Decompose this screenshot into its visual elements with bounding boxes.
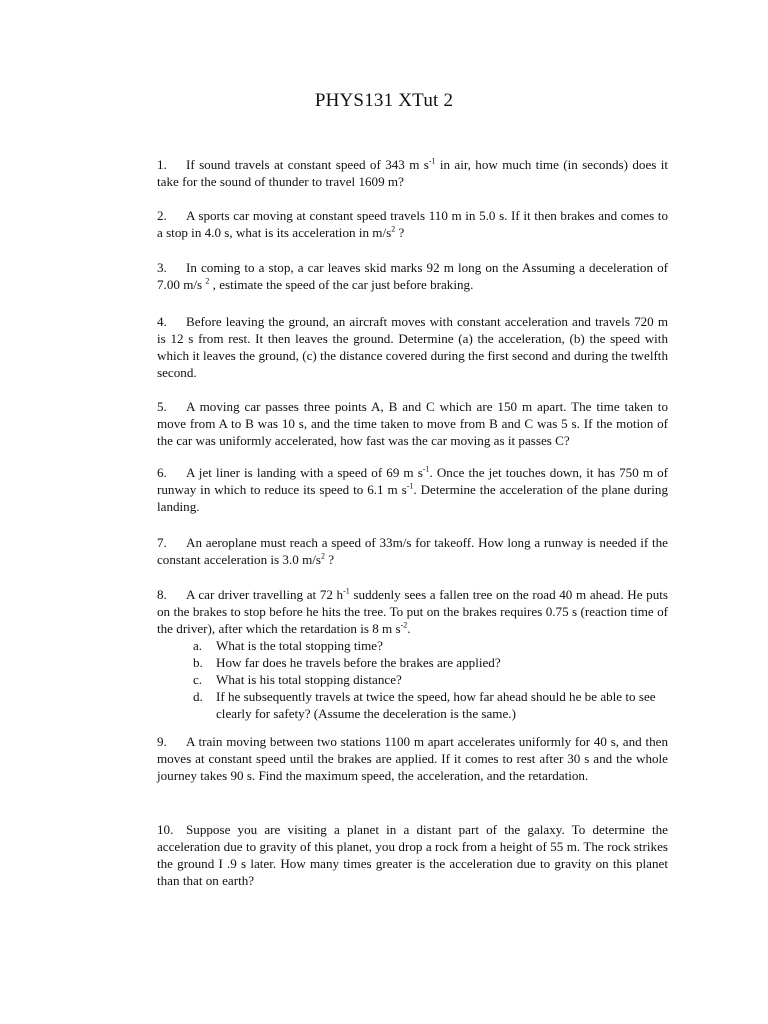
- question-number: 8.: [157, 587, 167, 602]
- superscript: -1: [428, 156, 436, 166]
- sub-question-text: What is his total stopping distance?: [216, 672, 402, 687]
- superscript: -1: [406, 481, 414, 491]
- question-2: [157, 207, 668, 241]
- question-text: ?: [395, 225, 405, 240]
- question-text: . Determine the acceleration of the plane during landing.: [157, 482, 668, 514]
- question-number: 2.: [157, 208, 167, 223]
- sub-question: [157, 688, 668, 722]
- superscript: -2: [400, 620, 408, 630]
- sub-question-text: What is the total stopping time?: [216, 638, 383, 653]
- question-number: 7.: [157, 535, 167, 550]
- sub-question-letter: a.: [193, 638, 203, 653]
- question-3: [157, 259, 668, 293]
- superscript: -1: [422, 464, 430, 474]
- question-7: [157, 534, 668, 568]
- question-text: A car driver travelling at 72 h: [186, 587, 344, 602]
- question-text: ?: [325, 552, 335, 567]
- question-text: Suppose you are visiting a planet in a distant part of the galaxy. To determine the acceleration due to gravity of this planet, you drop a rock from a height of 55 m. The rock strikes the ground I .9 s later. How many times greater is the acceleration due to gravity on this planet than that on earth?: [157, 822, 668, 888]
- superscript: 2: [321, 551, 325, 561]
- question-number: 3.: [157, 260, 167, 275]
- question-text: Before leaving the ground, an aircraft moves with constant acceleration and travels 720 m is 12 s from rest. It then leaves the ground. Determine (a) the acceleration, (b) the speed with which it leaves the ground, (c) the distance covered during the first second and during the twelfth second.: [157, 314, 668, 380]
- question-number: 4.: [157, 314, 167, 329]
- question-number: 9.: [157, 734, 167, 749]
- question-text: . Once the jet touches down, it has 750 m of runway in which to reduce its speed to 6.1 m s: [157, 465, 668, 497]
- question-text: suddenly sees a fallen tree on the road 40 m ahead. He puts on the brakes to stop before he hits the tree. To put on the brakes requires 0.75 s (reaction time of the driver), after which the retardation is 8 m s: [157, 587, 669, 636]
- question-text: In coming to a stop, a car leaves skid marks 92 m long on the Assuming a deceleration of 7.00 m/s: [157, 260, 668, 292]
- question-text: , estimate the speed of the car just before braking.: [209, 277, 474, 292]
- question-1: [157, 156, 668, 190]
- sub-question: [157, 637, 668, 654]
- question-text: A jet liner is landing with a speed of 69 m s: [186, 465, 423, 480]
- question-9: [157, 733, 668, 784]
- question-6: [157, 464, 668, 515]
- sub-question-text: How far does he travels before the brakes are applied?: [216, 655, 501, 670]
- question-text: in air, how much time (in seconds) does it take for the sound of thunder to travel 1609 m?: [157, 157, 668, 189]
- superscript: 2: [205, 276, 210, 286]
- question-text: An aeroplane must reach a speed of 33m/s for takeoff. How long a runway is needed if the constant acceleration is 3.0 m/s: [157, 535, 668, 567]
- sub-question: [157, 671, 668, 688]
- question-8: [157, 586, 668, 722]
- question-text: If sound travels at constant speed of 343 m s: [186, 157, 429, 172]
- superscript: 2: [391, 224, 396, 234]
- superscript: -1: [343, 586, 350, 596]
- sub-question-letter: b.: [193, 655, 203, 670]
- question-text: A moving car passes three points A, B and C which are 150 m apart. The time taken to move from A to B was 10 s, and the time taken to move from B and C was 5 s. If the motion of the car was uniformly accelerated, how fast was the car moving as it passes C?: [157, 399, 668, 448]
- question-4: [157, 313, 668, 381]
- sub-question: [157, 654, 668, 671]
- sub-question-letter: c.: [193, 672, 203, 687]
- sub-question-list: [157, 637, 668, 722]
- question-number: 1.: [157, 157, 167, 172]
- page-title: PHYS131 XTut 2: [314, 90, 454, 111]
- question-5: [157, 398, 668, 449]
- question-text: .: [407, 621, 411, 636]
- question-10: [157, 821, 668, 889]
- question-number: 10.: [157, 822, 174, 837]
- question-text: A sports car moving at constant speed travels 110 m in 5.0 s. If it then brakes and comes to a stop in 4.0 s, what is its acceleration in m/s: [157, 208, 668, 240]
- question-number: 5.: [157, 399, 167, 414]
- sub-question-letter: d.: [193, 689, 203, 704]
- question-number: 6.: [157, 465, 167, 480]
- question-text: A train moving between two stations 1100 m apart accelerates uniformly for 40 s, and then moves at constant speed until the brakes are applied. If it comes to rest after 30 s and the whole journey takes 90 s. Find the maximum speed, the acceleration, and the retardation.: [157, 734, 668, 783]
- sub-question-text: If he subsequently travels at twice the speed, how far ahead should he be able to see clearly for safety? (Assume the deceleration is the same.): [216, 689, 656, 721]
